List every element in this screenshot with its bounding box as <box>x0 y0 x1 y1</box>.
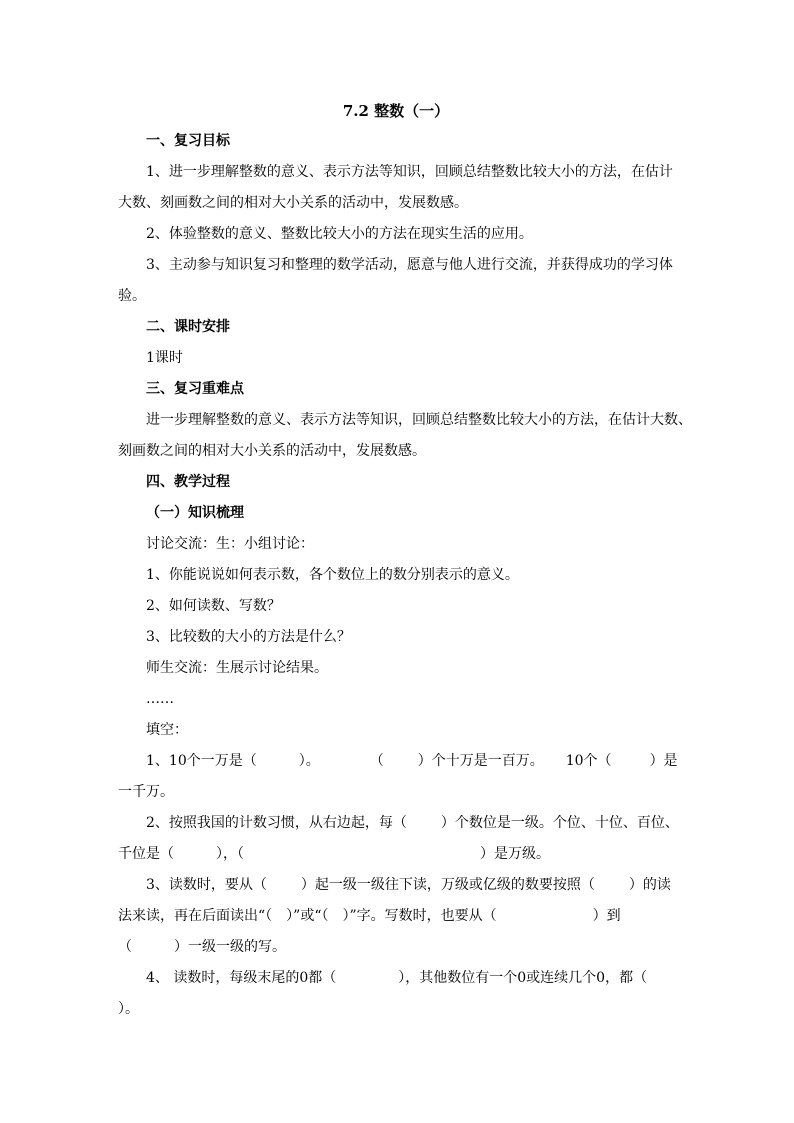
fill-item-3-line-3 <box>118 932 674 963</box>
section-heading-key-points: 三、复习重难点 <box>146 381 244 397</box>
fill-1-text-c: （ <box>369 753 384 769</box>
goal-item-2: 2、体验整数的意义、整数比较大小的方法在现实生活的应用。 <box>146 226 533 242</box>
key-points-line-1: 进一步理解整数的意义、表示方法等知识，回顾总结整数比较大小的方法，在估计大数、 <box>146 412 692 428</box>
section-heading-process: 四、教学过程 <box>146 474 230 490</box>
fill-item-4-line-2: ）。 <box>118 1001 139 1017</box>
fill-item-4-line-1 <box>118 963 674 994</box>
key-points-line-2: 刻画数之间的相对大小关系的活动中，发展数感。 <box>118 443 426 459</box>
fill-item-3-line-2 <box>118 901 674 932</box>
goal-item-3-line-2: 验。 <box>118 288 146 304</box>
fill-3-text-h: （ <box>118 939 132 955</box>
fill-2-text-d: ），（ <box>216 846 244 862</box>
fill-3-text-a: 3、读数时，要从（ <box>146 877 267 893</box>
discussion-text: 讨论交流：生：小组讨论： <box>146 536 314 552</box>
fill-1-text-b: ）。 <box>298 753 320 769</box>
fill-1-text-e: 10个（ <box>565 753 612 769</box>
fill-item-2-line-1 <box>118 808 679 839</box>
fill-3-text-i: ）一级一级的写。 <box>174 939 286 955</box>
document-page <box>118 96 692 1025</box>
goal-item-3-line-1: 3、主动参与知识复习和整理的数学活动，愿意与他人进行交流，并获得成功的学习体 <box>146 257 673 273</box>
fill-1-text-d: ）个十万是一百万。 <box>417 753 544 769</box>
page-title: 7.2 整数（一） <box>342 102 450 120</box>
fill-3-text-c: ）的读 <box>628 877 671 893</box>
ellipsis: …… <box>146 691 174 707</box>
fill-4-text-a: 4、 读数时，每级末尾的0都（ <box>146 970 337 986</box>
exchange-text: 师生交流：生展示讨论结果。 <box>146 660 328 676</box>
fill-item-1-line-2: 一千万。 <box>118 784 174 800</box>
goal-item-1-line-1: 1、进一步理解整数的意义、表示方法等知识，回顾总结整数比较大小的方法，在估计 <box>146 164 673 180</box>
fill-2-text-e: ）是万级。 <box>480 846 550 862</box>
fill-4-text-b: ），其他数位有一个0或连续几个0，都（ <box>398 970 648 986</box>
fill-item-3-line-1 <box>118 870 674 901</box>
goal-item-1-line-2: 大数、刻画数之间的相对大小关系的活动中，发展数感。 <box>118 195 468 211</box>
fill-3-text-d: 法来读，再在后面读出“（ <box>118 908 273 924</box>
fill-2-text-c: 千位是（ <box>118 846 174 862</box>
fill-3-text-e: ）”或“（ <box>286 908 329 924</box>
fill-3-text-f: ）”字。写数时，也要从（ <box>342 908 497 924</box>
fill-2-text-a: 2、按照我国的计数习惯，从右边起，每（ <box>146 815 407 831</box>
fill-3-text-g: ）到 <box>592 908 621 924</box>
schedule-text: 1课时 <box>146 350 183 366</box>
fill-3-text-b: ）起一级一级往下读，万级或亿级的数要按照（ <box>300 877 595 893</box>
section-heading-goals: 一、复习目标 <box>146 133 230 149</box>
fill-label: 填空： <box>146 722 188 738</box>
question-1: 1、你能说说如何表示数，各个数位上的数分别表示的意义。 <box>146 567 519 583</box>
section-heading-schedule: 二、课时安排 <box>146 319 230 335</box>
fill-item-1-line-1 <box>118 746 678 777</box>
fill-2-text-b: ）个数位是一级。个位、十位、百位、 <box>440 815 679 831</box>
fill-1-text-f: ）是 <box>649 753 678 769</box>
fill-1-text-a: 1、10个一万是（ <box>146 753 257 769</box>
fill-item-2-line-2 <box>118 839 674 870</box>
question-2: 2、如何读数、写数？ <box>146 598 281 614</box>
question-3: 3、比较数的大小的方法是什么？ <box>146 629 351 645</box>
sub-heading-knowledge: （一）知识梳理 <box>146 505 244 521</box>
